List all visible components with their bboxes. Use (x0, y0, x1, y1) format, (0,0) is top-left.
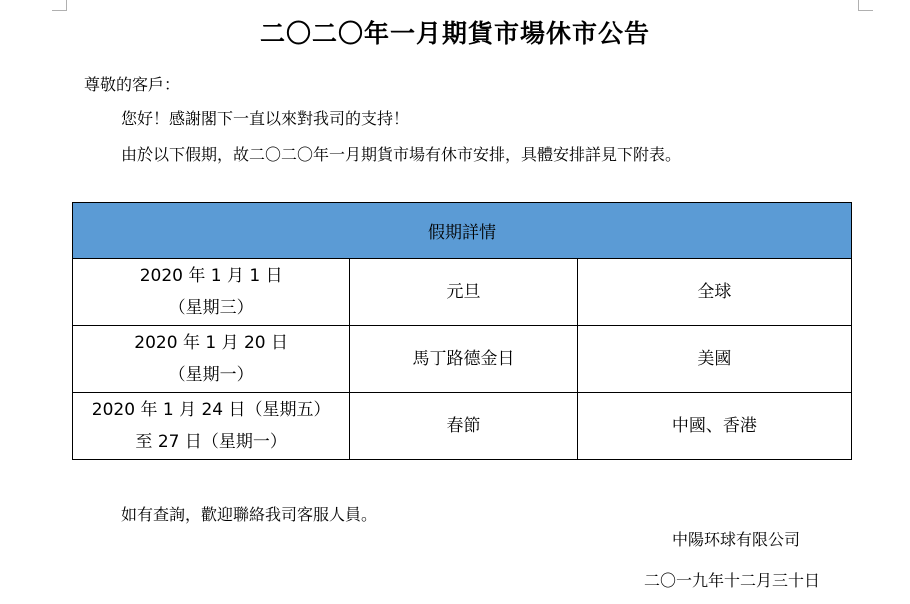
page-corner-mark-right (858, 0, 873, 11)
table-row (73, 259, 852, 326)
date-line: 至 27 日（星期一） (135, 432, 287, 452)
page-corner-mark-left (52, 0, 67, 11)
date-line: 2020 年 1 月 1 日 (139, 266, 283, 286)
date-line: （星期三） (168, 298, 254, 318)
table-row (73, 326, 852, 393)
notice-title: 二〇二〇年一月期貨市場休市公告 (259, 19, 650, 48)
table-row (73, 393, 852, 460)
table-header: 假期詳情 (73, 203, 852, 259)
table-header-row (73, 203, 852, 259)
salutation: 尊敬的客戶： (84, 75, 181, 94)
region-cell: 美國 (577, 326, 851, 393)
holiday-cell: 馬丁路德金日 (350, 326, 577, 393)
greeting-paragraph: 您好！感謝閣下一直以來對我司的支持！ (121, 109, 410, 128)
date-line: 2020 年 1 月 20 日 (134, 333, 289, 353)
date-line: （星期一） (168, 365, 254, 385)
holiday-table (72, 202, 852, 460)
region-cell: 中國、香港 (577, 393, 851, 460)
closing-paragraph: 如有查詢，歡迎聯絡我司客服人員。 (121, 505, 378, 524)
date-cell (73, 259, 350, 326)
holiday-cell: 春節 (350, 393, 577, 460)
date-cell (73, 393, 350, 460)
holiday-cell: 元旦 (350, 259, 577, 326)
date-cell (73, 326, 350, 393)
notice-date: 二〇一九年十二月三十日 (644, 571, 821, 590)
region-cell: 全球 (577, 259, 851, 326)
date-line: 2020 年 1 月 24 日（星期五） (91, 400, 331, 420)
company-name: 中陽环球有限公司 (672, 530, 801, 549)
arrangement-paragraph: 由於以下假期，故二〇二〇年一月期貨市場有休市安排，具體安排詳見下附表。 (121, 145, 682, 164)
